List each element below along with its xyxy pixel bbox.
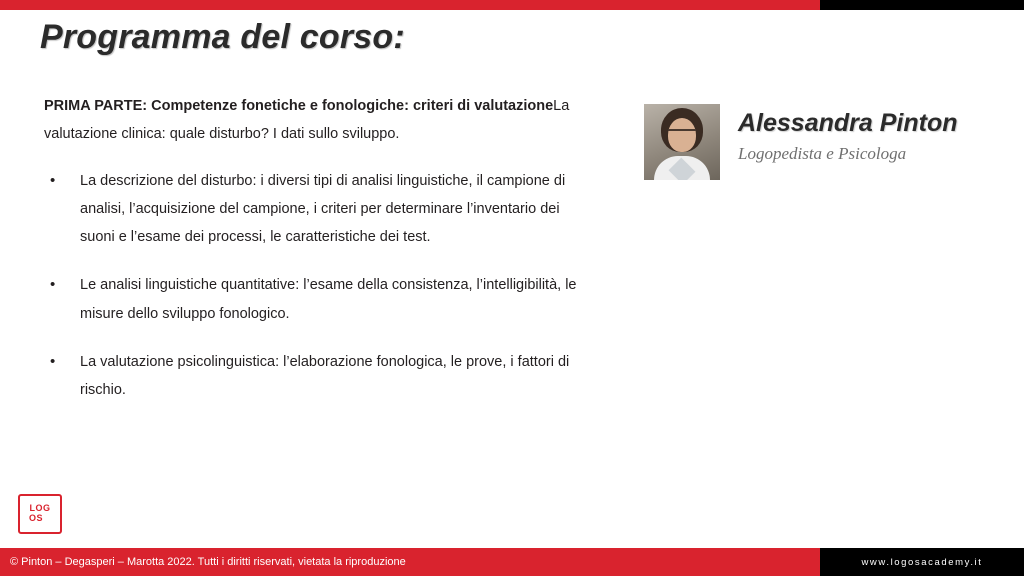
author-role: Logopedista e Psicologa bbox=[738, 143, 907, 163]
author-name: Alessandra Pinton bbox=[738, 109, 958, 137]
list-item: • Le analisi linguistiche quantitative: l’esame della consistenza, l’intelligibilità, le misure dello sviluppo fonologico. bbox=[44, 271, 589, 328]
top-bar-red-segment bbox=[0, 0, 820, 10]
list-item: • La descrizione del disturbo: i diversi tipi di analisi linguistiche, il campione di analisi, l’acquisizione del campione, i criteri per determinare l’inventario dei suoni e l’esame dei processi, le caratteristiche dei test. bbox=[44, 167, 589, 252]
avatar bbox=[644, 104, 720, 180]
footer-copyright: © Pinton – Degasperi – Marotta 2022. Tutti i diritti riservati, vietata la riproduzione bbox=[0, 548, 820, 576]
intro-bold-text: PRIMA PARTE: Competenze fonetiche e fonologiche: criteri di valutazione bbox=[44, 98, 554, 114]
top-accent-bar bbox=[0, 0, 1024, 10]
top-bar-black-segment bbox=[820, 0, 1024, 10]
footer-bar bbox=[0, 548, 1024, 576]
footer-website: www.logosacademy.it bbox=[820, 548, 1024, 576]
logo-line-2: OS bbox=[29, 513, 44, 523]
page-title: Programma del corso: bbox=[40, 18, 405, 56]
logo-line-1: LOG bbox=[29, 503, 51, 514]
author-block bbox=[644, 104, 958, 180]
intro-rest-text: La valutazione clinica: quale disturbo? I dati sullo sviluppo. bbox=[44, 98, 570, 143]
slide-content bbox=[44, 92, 589, 424]
author-text bbox=[738, 104, 958, 164]
bullet-list bbox=[44, 167, 589, 405]
logos-logo bbox=[18, 494, 62, 534]
intro-paragraph bbox=[44, 92, 589, 149]
glasses-icon bbox=[668, 129, 696, 136]
list-item: • La valutazione psicolinguistica: l’elaborazione fonologica, le prove, i fattori di rischio. bbox=[44, 348, 589, 405]
